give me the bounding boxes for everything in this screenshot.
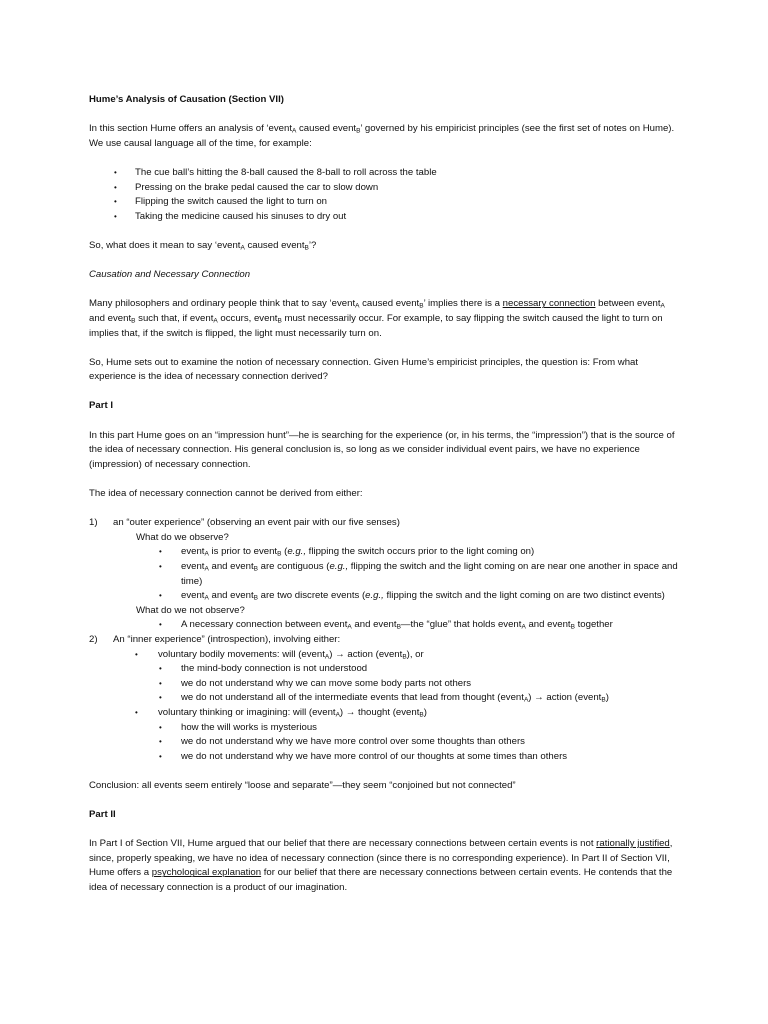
list-item: • The cue ball’s hitting the 8-ball caused the 8-ball to roll across the table — [89, 166, 679, 181]
document-title: Hume’s Analysis of Causation (Section VII) — [89, 94, 284, 105]
numbered-item-2: 2) An “inner experience” (introspection), involving either: — [89, 633, 679, 648]
cannot-derive-paragraph: The idea of necessary connection cannot be derived from either: — [89, 488, 363, 500]
numbered-item-1: 1) an “outer experience” (observing an event pair with our five senses) — [89, 516, 679, 531]
list-item: • A necessary connection between event$_A$ and event$_B$—the “glue” that holds event$_A$ and event$_B$ together — [89, 618, 679, 633]
part-two-paragraph: In Part I of Section VII, Hume argued that our belief that there are necessary connections between certain events is not rationally justified, since, properly speaking, we have no idea of necessary connection (since there is no corresponding experience). In Part II of Section VII, Hume offers a psychological explanation for our belief that there are necessary connections between certain events. He contends that the idea of necessary connection is a product of our imagination. — [89, 838, 673, 894]
bullet-icon: • — [114, 211, 117, 221]
part-two-heading: Part II — [89, 809, 116, 821]
observe-question: What do we observe? — [136, 531, 229, 543]
document-body — [89, 93, 679, 896]
list-item: • Pressing on the brake pedal caused the car to slow down — [89, 181, 679, 196]
intro-paragraph: In this section Hume offers an analysis of ‘event$_A$ caused event$_B$’ governed by his empiricist principles (see the first set of notes on Hume). We use causal language all of the time, for example: — [89, 123, 675, 149]
part-one-paragraph: In this part Hume goes on an “impression hunt”—he is searching for the experience (or, in his terms, the “impression”) that is the source of the idea of necessary connection. His general conclusion is, so long as we consider individual event pairs, we have no experience (impression) of necessary connection. — [89, 429, 675, 470]
bullet-icon: • — [159, 547, 162, 557]
bullet-icon: • — [135, 649, 138, 659]
bullet-icon: • — [159, 591, 162, 601]
psychological-explanation-term: psychological explanation — [151, 867, 262, 879]
item-number: 1) — [89, 517, 98, 529]
not-observe-question: What do we not observe? — [136, 604, 245, 616]
bullet-icon: • — [159, 737, 162, 747]
list-item: • event$_A$ and event$_B$ are two discrete events (e.g., flipping the switch and the light coming on are two distinct events) — [89, 589, 679, 604]
bullet-icon: • — [159, 664, 162, 674]
conclusion-paragraph: Conclusion: all events seem entirely “loose and separate”—they seem “conjoined but not connected” — [89, 779, 516, 791]
bullet-icon: • — [159, 678, 162, 688]
list-item: • voluntary thinking or imagining: will (event$_A$) → thought (event$_B$) — [89, 706, 679, 721]
bullet-icon: • — [159, 693, 162, 703]
bullet-icon: • — [159, 722, 162, 732]
list-item: • the mind-body connection is not understood — [89, 662, 679, 677]
list-item: • how the will works is mysterious — [89, 721, 679, 736]
section-heading-causation: Causation and Necessary Connection — [89, 269, 251, 281]
bullet-icon: • — [114, 167, 117, 177]
list-item: • we do not understand why we have more control of our thoughts at some times than others — [89, 750, 679, 765]
list-item: • we do not understand all of the intermediate events that lead from thought (event$_A$) → action (event$_B$) — [89, 691, 679, 706]
bullet-icon: • — [135, 707, 138, 717]
bullet-icon: • — [114, 182, 117, 192]
bullet-icon: • — [114, 197, 117, 207]
necessary-connection-term: necessary connection — [502, 298, 596, 310]
bullet-icon: • — [159, 620, 162, 630]
item-number: 2) — [89, 633, 98, 645]
hume-question-paragraph: So, Hume sets out to examine the notion of necessary connection. Given Hume’s empiricist principles, the question is: From what experience is the idea of necessary connection derived? — [89, 356, 639, 383]
list-item: • Flipping the switch caused the light to turn on — [89, 195, 679, 210]
rationally-justified-term: rationally justified — [596, 838, 670, 850]
list-item: • voluntary bodily movements: will (event$_A$) → action (event$_B$), or — [89, 648, 679, 663]
bullet-icon: • — [159, 562, 162, 571]
question-paragraph: So, what does it mean to say ‘event$_A$ caused event$_B$’? — [89, 239, 317, 252]
list-item: • Taking the medicine caused his sinuses to dry out — [89, 210, 679, 225]
list-item: • event$_A$ is prior to event$_B$ (e.g., flipping the switch occurs prior to the light coming on) — [89, 545, 679, 560]
list-item: • we do not understand why we have more control over some thoughts than others — [89, 735, 679, 750]
list-item: • we do not understand why we can move some body parts not others — [89, 677, 679, 692]
bullet-icon: • — [159, 751, 162, 761]
list-item: • event$_A$ and event$_B$ are contiguous (e.g., flipping the switch and the light coming on are near one another in space and time) — [159, 561, 678, 587]
necessary-connection-paragraph: Many philosophers and ordinary people think that to say ‘event$_A$ caused event$_B$’ implies there is a necessary connection between event$_A$ and event$_B$ such that, if event$_A$ occurs, event$_B$ must necessarily occur. For example, to say flipping the switch caused the light to turn on implies that, if the switch is flipped, the light must necessarily turn on. — [89, 298, 665, 339]
part-one-heading: Part I — [89, 400, 113, 412]
examples-list — [89, 166, 679, 224]
